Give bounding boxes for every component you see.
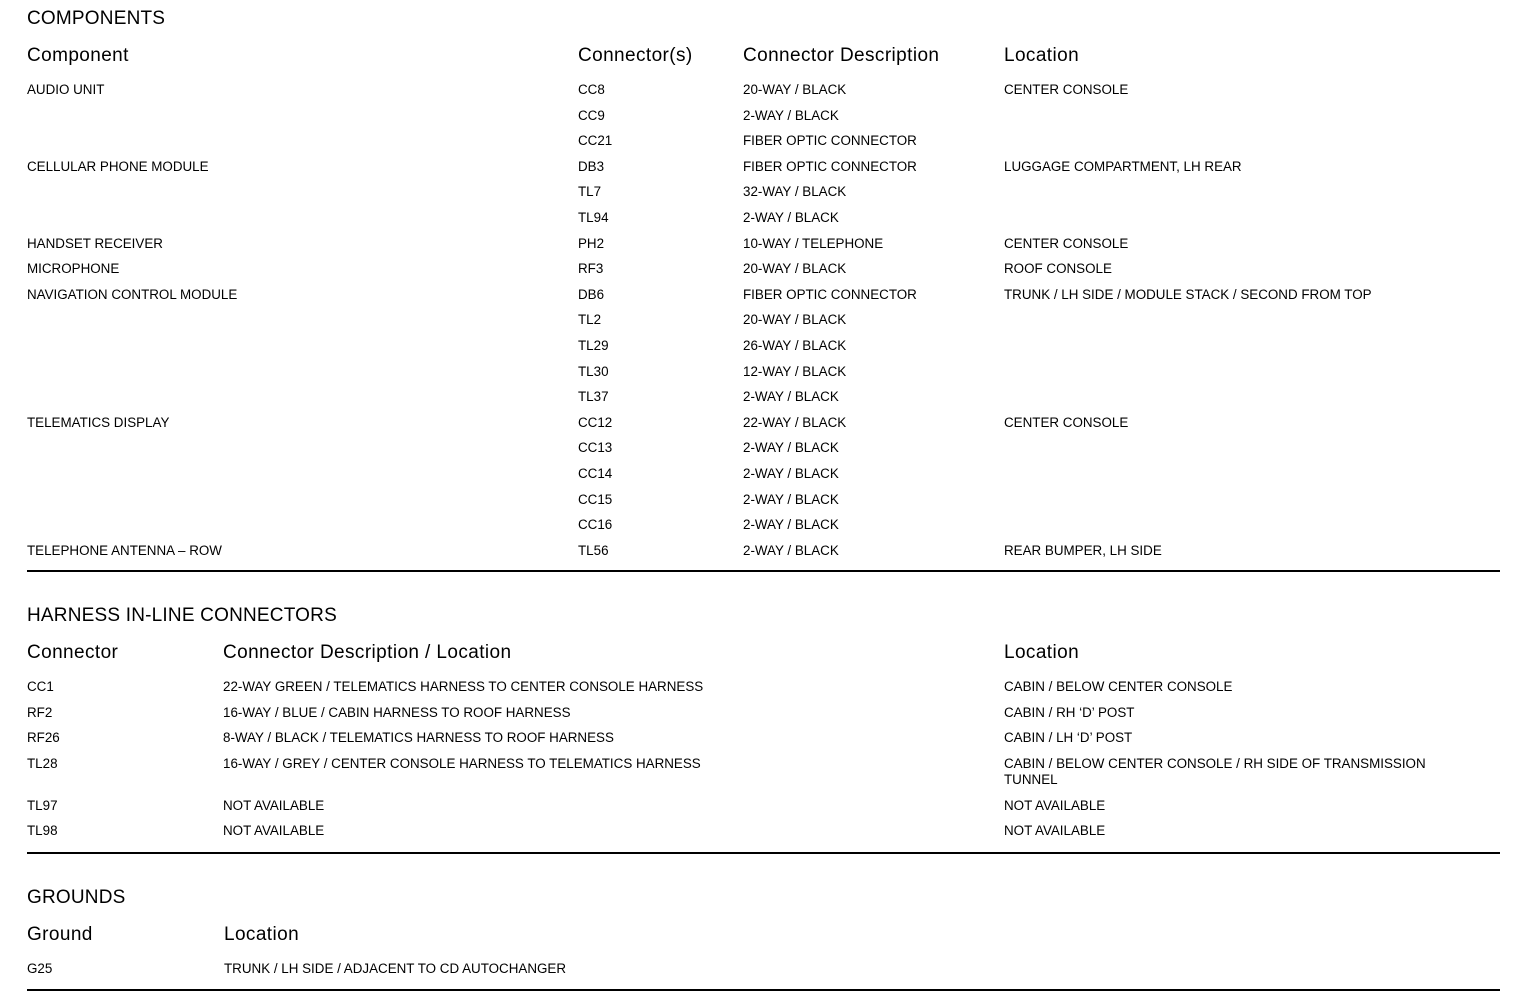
connector-cell: RF2	[27, 704, 53, 720]
table-row	[0, 440, 1520, 466]
component-cell: CELLULAR PHONE MODULE	[27, 158, 209, 174]
table-row	[0, 705, 1520, 731]
description-cell: 2-WAY / BLACK	[743, 517, 839, 533]
section-divider	[27, 570, 1500, 572]
location-cell: CABIN / RH ‘D’ POST	[1004, 704, 1135, 720]
table-row	[0, 184, 1520, 210]
description-cell: 26-WAY / BLACK	[743, 337, 847, 353]
connector-cell: CC8	[578, 82, 605, 97]
header-connectors: Connector(s)	[578, 45, 693, 66]
connector-cell: CC1	[27, 679, 54, 694]
connector-cell: DB3	[578, 158, 605, 174]
description-cell: 22-WAY / BLACK	[743, 414, 847, 430]
table-row	[0, 492, 1520, 518]
header-location: Location	[1004, 45, 1080, 66]
table-row	[0, 415, 1520, 441]
location-cell: CABIN / BELOW CENTER CONSOLE	[1004, 679, 1233, 694]
description-cell: 12-WAY / BLACK	[743, 363, 847, 379]
section-divider	[27, 852, 1500, 854]
ground-cell: G25	[27, 961, 53, 976]
connector-cell: TL94	[578, 209, 609, 225]
table-row	[0, 756, 1520, 798]
table-row	[0, 798, 1520, 824]
description-cell: 2-WAY / BLACK	[743, 491, 839, 507]
header-connector: Connector	[27, 642, 119, 663]
location-cell: CABIN / LH ‘D’ POST	[1004, 730, 1133, 746]
table-row	[0, 261, 1520, 287]
location-cell: REAR BUMPER, LH SIDE	[1004, 542, 1162, 558]
description-cell: 16-WAY / BLUE / CABIN HARNESS TO ROOF HARNESS	[223, 704, 571, 720]
connector-cell: CC15	[578, 491, 613, 507]
connector-cell: CC13	[578, 440, 613, 456]
connector-cell: CC14	[578, 465, 613, 481]
description-cell: NOT AVAILABLE	[223, 823, 325, 839]
connector-cell: TL2	[578, 312, 602, 328]
table-row	[0, 730, 1520, 756]
header-harness-location: Location	[1004, 642, 1080, 663]
grounds-title: GROUNDS	[27, 887, 126, 908]
connector-cell: TL98	[27, 823, 58, 839]
location-cell: NOT AVAILABLE	[1004, 823, 1106, 839]
harness-table	[0, 679, 1520, 849]
table-row	[0, 364, 1520, 390]
table-row	[0, 210, 1520, 236]
connector-cell: CC9	[578, 107, 605, 123]
description-cell: 2-WAY / BLACK	[743, 209, 839, 225]
connector-cell: CC12	[578, 414, 613, 430]
table-row	[0, 338, 1520, 364]
table-row	[0, 543, 1520, 569]
table-row	[0, 312, 1520, 338]
location-cell: CENTER CONSOLE	[1004, 235, 1129, 251]
description-cell: 2-WAY / BLACK	[743, 107, 839, 123]
description-cell: 10-WAY / TELEPHONE	[743, 235, 884, 251]
location-cell: CENTER CONSOLE	[1004, 414, 1129, 430]
description-cell: 2-WAY / BLACK	[743, 465, 839, 481]
description-cell: FIBER OPTIC CONNECTOR	[743, 286, 917, 302]
connector-cell: TL97	[27, 797, 58, 813]
connector-cell: DB6	[578, 286, 605, 302]
table-row	[0, 389, 1520, 415]
component-cell: MICROPHONE	[27, 261, 120, 277]
description-cell: FIBER OPTIC CONNECTOR	[743, 133, 917, 149]
table-row	[0, 82, 1520, 108]
component-cell: TELEMATICS DISPLAY	[27, 414, 170, 430]
connector-cell: TL30	[578, 363, 609, 379]
table-row	[0, 287, 1520, 313]
description-cell: 22-WAY GREEN / TELEMATICS HARNESS TO CENTER CONSOLE HARNESS	[223, 679, 704, 694]
location-cell: CENTER CONSOLE	[1004, 82, 1129, 97]
description-cell: NOT AVAILABLE	[223, 797, 325, 813]
connector-cell: TL29	[578, 337, 609, 353]
table-row	[0, 236, 1520, 262]
table-row	[0, 823, 1520, 849]
location-cell: NOT AVAILABLE	[1004, 797, 1106, 813]
components-title: COMPONENTS	[27, 8, 166, 29]
header-description-location: Connector Description / Location	[223, 642, 512, 663]
description-cell: 8-WAY / BLACK / TELEMATICS HARNESS TO ROOF HARNESS	[223, 730, 614, 746]
description-cell: 20-WAY / BLACK	[743, 312, 847, 328]
section-divider	[27, 989, 1500, 991]
description-cell: 16-WAY / GREY / CENTER CONSOLE HARNESS TO TELEMATICS HARNESS	[223, 755, 701, 771]
description-cell: 20-WAY / BLACK	[743, 261, 847, 277]
connector-cell: CC16	[578, 517, 613, 533]
location-cell: TRUNK / LH SIDE / ADJACENT TO CD AUTOCHANGER	[224, 961, 567, 976]
harness-title: HARNESS IN-LINE CONNECTORS	[27, 605, 337, 626]
header-ground-location: Location	[224, 924, 300, 945]
component-cell: AUDIO UNIT	[27, 82, 105, 97]
connector-cell: RF26	[27, 730, 60, 746]
table-row	[0, 159, 1520, 185]
table-row	[0, 517, 1520, 543]
grounds-table	[0, 961, 1520, 987]
location-cell: CABIN / BELOW CENTER CONSOLE / RH SIDE OF TRANSMISSION TUNNEL	[1004, 755, 1426, 788]
component-cell: HANDSET RECEIVER	[27, 235, 163, 251]
connector-cell: PH2	[578, 235, 605, 251]
description-cell: 2-WAY / BLACK	[743, 440, 839, 456]
table-row	[0, 108, 1520, 134]
location-cell: ROOF CONSOLE	[1004, 261, 1112, 277]
component-cell: NAVIGATION CONTROL MODULE	[27, 286, 238, 302]
header-connector-description: Connector Description	[743, 45, 940, 66]
components-table	[0, 82, 1520, 568]
description-cell: 20-WAY / BLACK	[743, 82, 847, 97]
description-cell: 2-WAY / BLACK	[743, 389, 839, 405]
connector-cell: TL28	[27, 755, 58, 771]
location-cell: TRUNK / LH SIDE / MODULE STACK / SECOND FROM TOP	[1004, 286, 1372, 302]
header-component: Component	[27, 45, 129, 66]
component-cell: TELEPHONE ANTENNA – ROW	[27, 542, 222, 558]
connector-cell: TL7	[578, 184, 602, 200]
table-row	[0, 961, 1520, 987]
connector-cell: TL37	[578, 389, 609, 405]
description-cell: 32-WAY / BLACK	[743, 184, 847, 200]
description-cell: 2-WAY / BLACK	[743, 542, 839, 558]
table-row	[0, 466, 1520, 492]
table-row	[0, 133, 1520, 159]
connector-cell: CC21	[578, 133, 613, 149]
connector-cell: TL56	[578, 542, 609, 558]
table-row	[0, 679, 1520, 705]
location-cell: LUGGAGE COMPARTMENT, LH REAR	[1004, 158, 1242, 174]
header-ground: Ground	[27, 924, 93, 945]
connector-cell: RF3	[578, 261, 604, 277]
description-cell: FIBER OPTIC CONNECTOR	[743, 158, 917, 174]
